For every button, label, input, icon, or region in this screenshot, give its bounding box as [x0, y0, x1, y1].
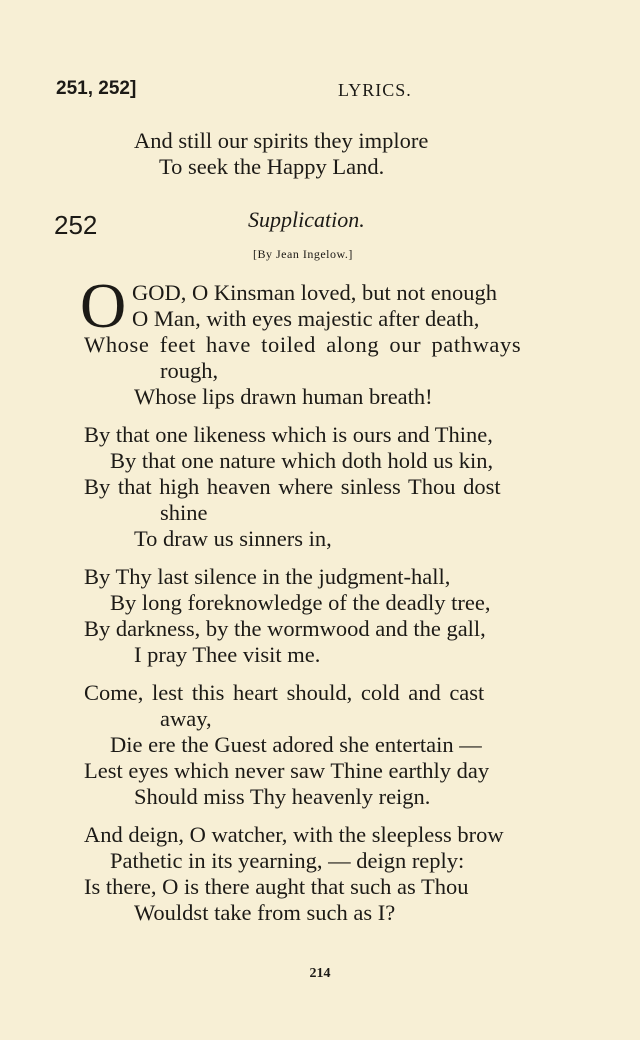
header-hymn-numbers: 251, 252]: [56, 78, 137, 99]
verse-line: By darkness, by the wormwood and the gall,: [84, 616, 486, 641]
verse-line: Wouldst take from such as I?: [134, 900, 396, 925]
verse-line: Pathetic in its yearning, — deign reply:: [110, 848, 465, 873]
verse-line: away,: [160, 706, 212, 731]
verse-line: To draw us sinners in,: [134, 526, 332, 551]
verse-line: Come, lest this heart should, cold and cast: [84, 680, 485, 705]
verse-line: shine: [160, 500, 208, 525]
verse-line: Should miss Thy heavenly reign.: [134, 784, 431, 809]
verse-line: To seek the Happy Land.: [159, 154, 385, 179]
hymn-author: [By Jean Ingelow.]: [253, 247, 353, 261]
verse-line: And still our spirits they implore: [134, 128, 429, 153]
header-section-title: LYRICS.: [338, 80, 412, 100]
verse-line: GOD, O Kinsman loved, but not enough: [132, 280, 497, 305]
verse-line: And deign, O watcher, with the sleepless brow: [84, 822, 504, 847]
drop-cap: O: [80, 270, 127, 341]
verse-line: By that high heaven where sinless Thou dost: [84, 474, 501, 499]
hymn-number: 252: [54, 210, 98, 240]
verse-line: I pray Thee visit me.: [134, 642, 321, 667]
verse-line: Lest eyes which never saw Thine earthly day: [84, 758, 490, 783]
hymn-title: Supplication.: [248, 207, 365, 232]
page-number: 214: [309, 966, 331, 981]
running-header: [56, 78, 576, 108]
verse-line: rough,: [160, 358, 219, 383]
verse-line: Is there, O is there aught that such as Thou: [84, 874, 469, 899]
verse-line: By that one nature which doth hold us kin,: [110, 448, 494, 473]
verse-line: Whose lips drawn human breath!: [134, 384, 433, 409]
verse-line: By long foreknowledge of the deadly tree,: [110, 590, 491, 615]
verse-line: By that one likeness which is ours and Thine,: [84, 422, 493, 447]
verse-line: Die ere the Guest adored she entertain —: [110, 732, 482, 757]
verse-line: Whose feet have toiled along our pathways: [84, 332, 522, 357]
verse-line: O Man, with eyes majestic after death,: [132, 306, 480, 331]
verse-line: By Thy last silence in the judgment-hall,: [84, 564, 451, 589]
